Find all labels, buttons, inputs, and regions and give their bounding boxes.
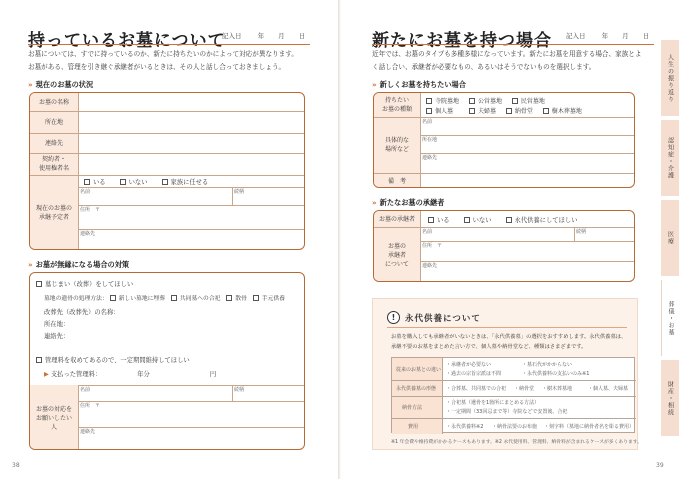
tab-medical[interactable]: 医療	[661, 200, 679, 276]
label-grave-type: 持ちたい お墓の種類	[374, 93, 420, 117]
right-date-line	[566, 31, 649, 40]
label-grave-name: お墓の名称	[30, 93, 78, 111]
intro-line: お墓については、すでに持っているのか、新たに持ちたいのかによって対応が異なります。	[28, 50, 298, 58]
field-relation: 続柄	[234, 387, 245, 393]
checkbox[interactable]	[84, 179, 90, 185]
date-year: 年	[257, 32, 265, 40]
info-cell: ・納骨法要のお布施	[492, 424, 538, 430]
section-new-heir: » 新たなお墓の承継者	[372, 198, 445, 207]
date-label: 記入日	[566, 32, 586, 40]
field-address: 住所 〒	[80, 207, 101, 213]
tab-dementia-care[interactable]: 認知症・介護	[661, 120, 679, 196]
dest-address-label: 所在地：	[44, 321, 70, 328]
option-maintain: 管理料を収めてあるので、一定期間維持してほしい	[36, 355, 190, 364]
double-chevron-icon: »	[372, 80, 377, 89]
tab-assets-inheritance[interactable]: 財産・相続	[661, 360, 679, 436]
info-cell: ・一定期間（33回忌まで等）寺院などで安置後、合祀	[446, 409, 568, 415]
info-row-head: 従来のお墓との違い	[396, 367, 442, 373]
field-address: 住所 〒	[80, 403, 101, 409]
info-cell: ・墓石代がかからない	[522, 362, 573, 368]
checkbox[interactable]	[469, 108, 475, 114]
right-intro	[372, 48, 662, 74]
info-cell: ・納骨堂	[514, 386, 535, 392]
ashes-method: 墓地の遺骨の処理方法： 新しい墓地に埋葬 共同墓への合祀 散骨 手元供養	[44, 296, 285, 302]
info-cell: ・過去の宗旨宗派は不問	[446, 371, 502, 377]
perpetual-memorial-info	[372, 298, 642, 450]
heir-options: いる いない 家族に任せる	[84, 177, 208, 186]
field-contact: 連絡先	[422, 155, 438, 161]
info-cell: ・合祀墓（遺骨を1箇所にまとめる方法）	[446, 400, 540, 406]
checkbox[interactable]	[469, 98, 475, 104]
intro-line: お墓がある、管理を引き継ぐ承継者がいるときは、その人と話し合っておきましょう。	[28, 63, 286, 71]
info-heading: 永代供養について	[405, 314, 481, 324]
info-cell: ・個人墓、夫婦墓	[588, 386, 629, 392]
field-address: 住所 〒	[422, 243, 443, 249]
label-heir: 現在のお墓の 承継予定者	[30, 175, 78, 250]
current-grave-form	[29, 92, 305, 250]
double-chevron-icon: »	[28, 80, 33, 89]
paid-fee: ▶ 支払った管理料： 年分 円	[44, 371, 217, 378]
info-cell: ・永代供養料の支払いのみ※1	[522, 371, 590, 377]
page-number-left: 38	[12, 462, 20, 469]
gutter	[338, 0, 341, 479]
checkbox[interactable]	[426, 108, 432, 114]
grave-type-row1: 寺院墓地 公営墓地 民営墓地	[426, 96, 545, 105]
checkbox[interactable]	[543, 108, 549, 114]
title-underline	[372, 44, 654, 45]
checkbox[interactable]	[36, 281, 42, 287]
checkbox[interactable]	[506, 217, 512, 223]
option-relocation: 墓じまい（改葬）をしてほしい	[36, 279, 133, 288]
heir-options: いる いない 永代供養にしてほしい	[428, 215, 577, 224]
label-notes: 備 考	[374, 173, 420, 188]
info-body-line: 承継不要のお墓をまとめた言い方で、個人墓や納骨堂など、種類はさまざまです。	[391, 343, 587, 350]
label-contact: 連絡先	[30, 133, 78, 153]
section-abandoned-grave: » お墓が無縁になる場合の対策	[28, 260, 130, 269]
checkbox[interactable]	[253, 295, 259, 301]
page-number-right: 39	[656, 462, 664, 469]
date-month: 月	[622, 32, 629, 40]
title-underline	[28, 44, 310, 45]
label-heir-detail: お墓の 承継者 について	[374, 227, 420, 282]
field-contact: 連絡先	[80, 231, 96, 237]
field-name: 名前	[80, 387, 91, 393]
section-new-grave: » 新しくお墓を持ちたい場合	[372, 80, 466, 89]
tab-life-review[interactable]: 人生の振り返り	[661, 40, 679, 116]
info-cell: ・合葬墓、共同墓での合祀	[446, 386, 507, 392]
new-heir-form	[373, 210, 635, 282]
label-contract-holder: 契約者・ 使用権者名	[30, 153, 78, 175]
info-row-head: 永代供養墓の形態	[396, 386, 437, 392]
field-contact: 連絡先	[422, 263, 438, 269]
label-contact-person: お墓の対応を お願いしたい 人	[30, 385, 78, 450]
checkbox[interactable]	[464, 217, 470, 223]
info-table	[391, 357, 635, 433]
checkbox[interactable]	[110, 295, 116, 301]
checkbox[interactable]	[428, 217, 434, 223]
double-chevron-icon: »	[372, 198, 377, 207]
field-contact: 連絡先	[80, 429, 96, 435]
field-relation: 続柄	[576, 229, 587, 235]
label-heir: お墓の承継者	[374, 211, 420, 227]
left-date-line	[222, 31, 305, 40]
left-page-title: 持っているお墓について	[28, 31, 226, 51]
checkbox[interactable]	[506, 108, 512, 114]
label-location: 所在地	[30, 111, 78, 133]
label-place: 具体的な 場所など	[374, 117, 420, 173]
info-body	[391, 333, 633, 352]
info-footnote: ※1 年会費や維持費がかかるケースもあります。※2 永代使用料、管理料、納骨料が含まれるケースが多くあります。	[391, 440, 642, 445]
field-name: 名前	[422, 229, 433, 235]
date-label: 記入日	[222, 32, 242, 40]
info-cell: ・刻字料（墓地に納骨者名を彫る費用）	[544, 424, 635, 430]
grave-type-row2: 個人墓 夫婦墓 納骨堂 樹木葬墓地	[426, 106, 582, 115]
dest-contact-label: 連絡先：	[44, 333, 70, 340]
intro-line: 近年では、お墓のタイプも多種多様になっています。新たにお墓を用意する場合、家族とよ	[372, 50, 642, 58]
field-name: 名前	[422, 119, 433, 125]
date-day: 日	[642, 32, 650, 40]
checkbox[interactable]	[171, 295, 177, 301]
info-cell: ・承継者が必要ない	[446, 362, 492, 368]
dest-name-label: 改葬先（改葬先）の名称：	[44, 309, 120, 316]
checkbox[interactable]	[162, 179, 168, 185]
date-day: 日	[298, 32, 306, 40]
info-row-head: 費用	[408, 424, 419, 430]
checkbox[interactable]	[226, 295, 232, 301]
date-month: 月	[278, 32, 285, 40]
right-page-title: 新たにお墓を持つ場合	[372, 31, 552, 51]
checkbox[interactable]	[512, 98, 518, 104]
field-relation: 続柄	[234, 189, 245, 195]
field-name: 名前	[80, 189, 91, 195]
info-body-line: お墓を購入しても承継者がいないときは、「永代供養墓」の選択をおすすめします。永代供養墓は、	[391, 334, 627, 340]
left-intro	[28, 48, 318, 74]
double-chevron-icon: »	[28, 260, 33, 269]
info-cell: ・樹木葬墓地	[542, 386, 573, 392]
intro-line: く話し合い、承継者が必要なもの、あるいはそうでないものを選択します。	[372, 63, 596, 71]
new-grave-form	[373, 92, 635, 188]
info-row-head: 納骨方法	[402, 405, 423, 411]
checkbox[interactable]	[120, 179, 126, 185]
exclamation-icon: !	[387, 311, 400, 324]
field-address: 所在地	[422, 137, 438, 143]
info-cell: ・永代供養料※2	[446, 424, 484, 430]
checkbox[interactable]	[426, 98, 432, 104]
abandoned-grave-form	[29, 272, 305, 450]
section-current-grave: » 現在のお墓の状況	[28, 80, 94, 89]
checkbox[interactable]	[36, 357, 42, 363]
tab-funeral-grave[interactable]: 葬儀・お墓	[661, 280, 679, 356]
date-year: 年	[601, 32, 609, 40]
